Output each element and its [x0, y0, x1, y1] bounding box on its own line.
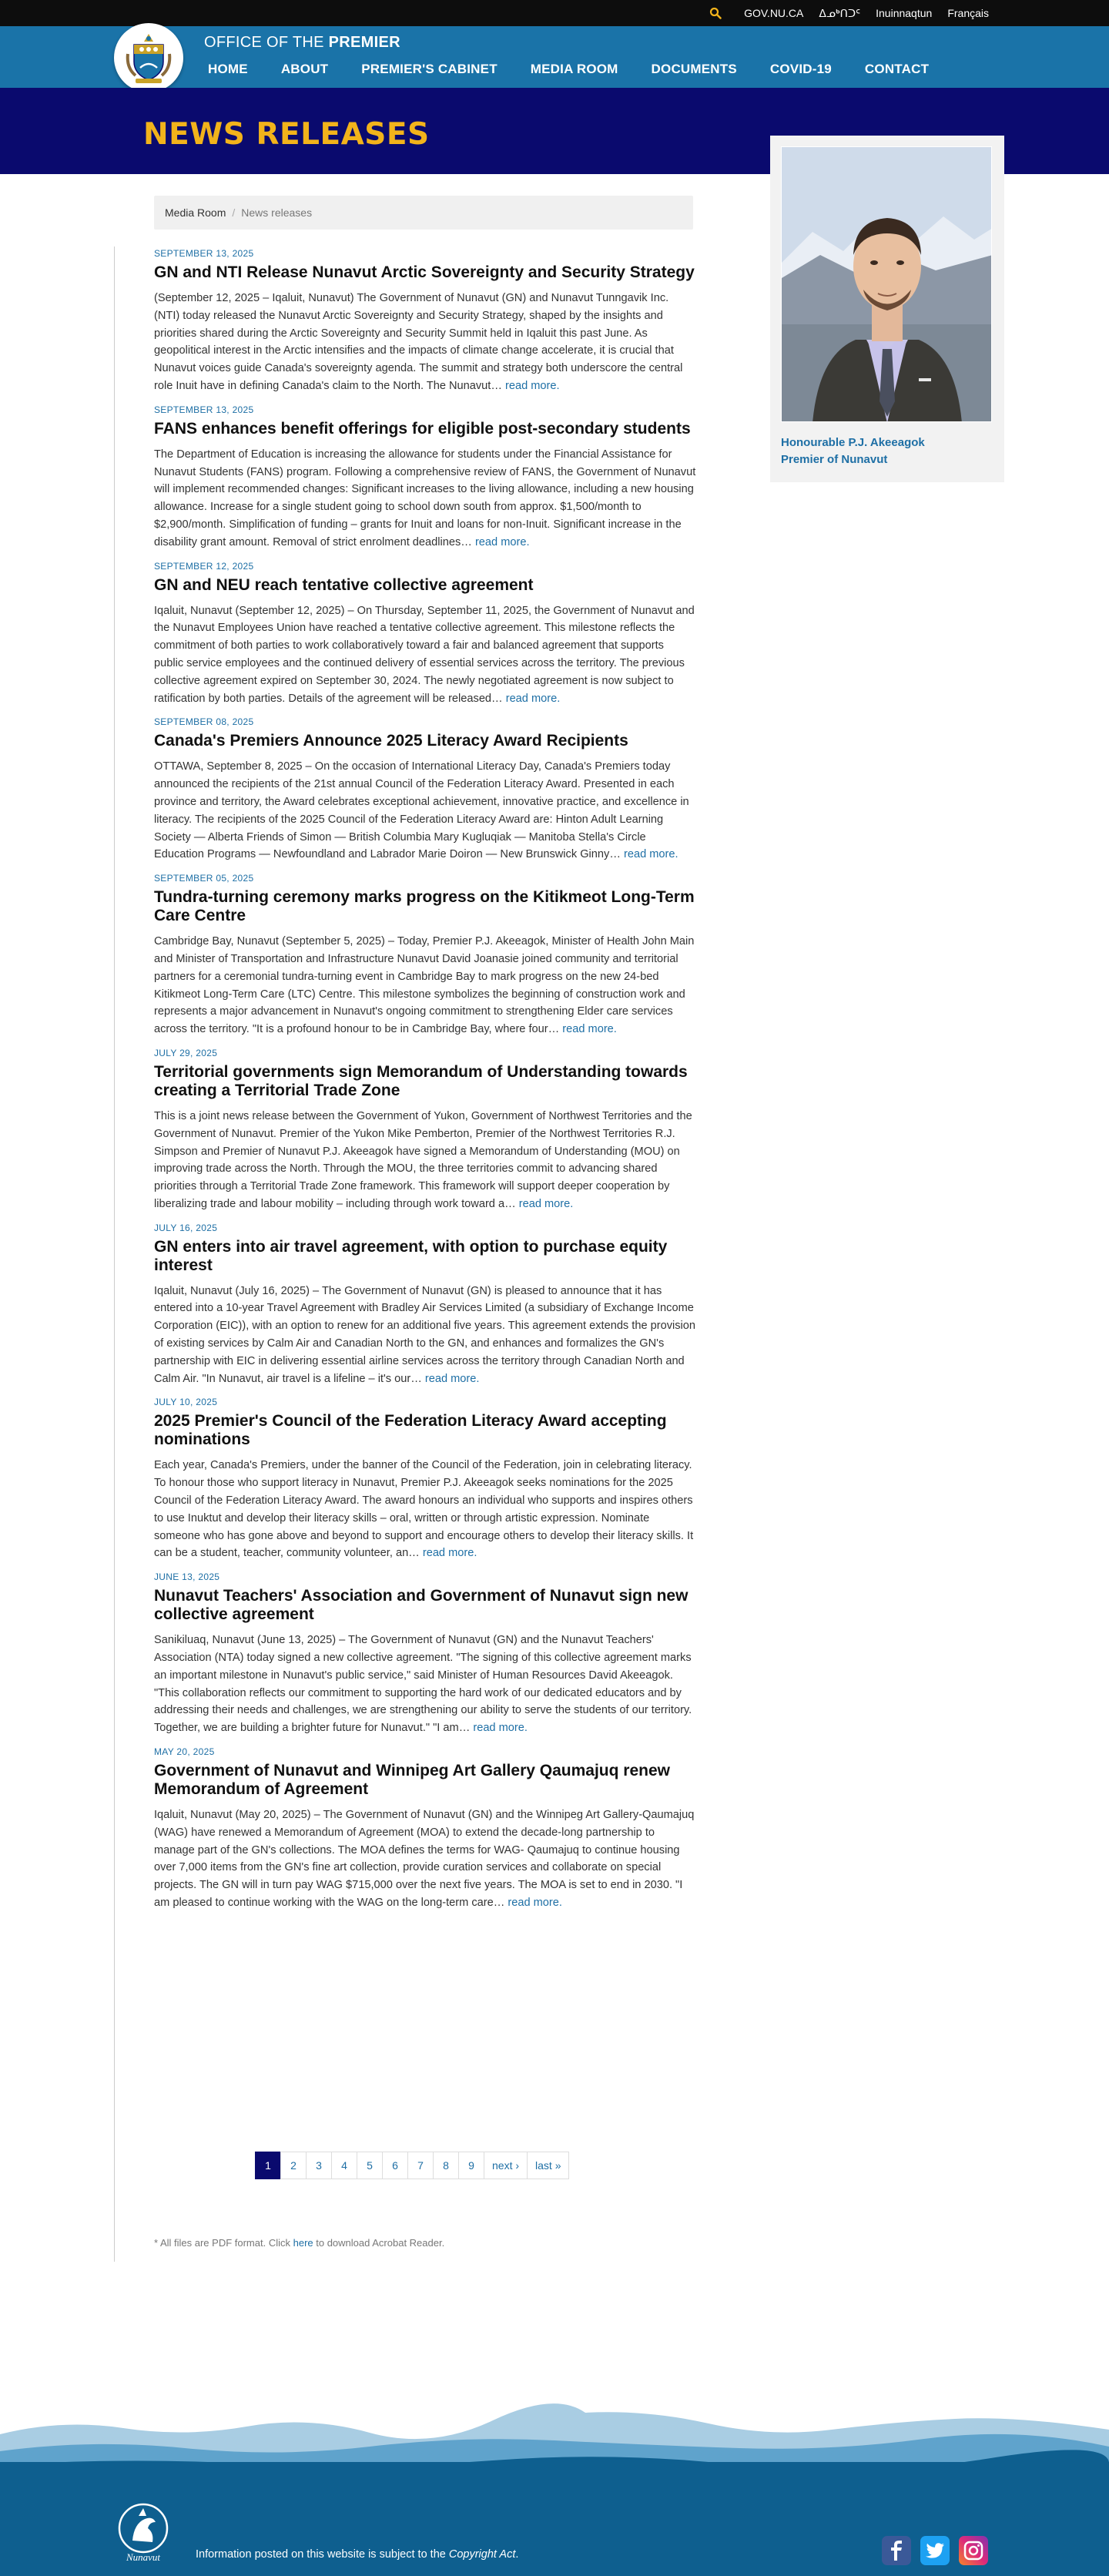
news-summary-text: Iqaluit, Nunavut (July 16, 2025) – The Government of Nunavut (GN) is pleased to announce that it has entered into a 10-year Travel Agreement with Bradley Air Services Limited (a subsidiary of Exchange Income Corporation (EIC)), with an option to renew for an additional five years. This agreement extends the provision of existing services by Calm Air and Canadian North to the GN, and enhances and formalizes the GN's partnership with EIC in delivering essential airline services across the territory through Canadian North and Calm Air. "In Nunavut, air travel is a lifeline – it's our…	[154, 1284, 696, 1385]
news-item	[154, 1048, 696, 1213]
facebook-icon[interactable]	[882, 2536, 911, 2565]
nav-contact[interactable]: CONTACT	[864, 62, 930, 76]
news-date: JULY 16, 2025	[154, 1222, 218, 1233]
news-date: SEPTEMBER 13, 2025	[154, 404, 254, 415]
news-title-link[interactable]: FANS enhances benefit offerings for eligible post-secondary students	[154, 419, 691, 438]
news-item	[154, 248, 696, 395]
pdf-footnote	[154, 2237, 444, 2249]
news-date: JULY 29, 2025	[154, 1047, 218, 1058]
news-summary-text: (September 12, 2025 – Iqaluit, Nunavut) The Government of Nunavut (GN) and Nunavut Tunngavik Inc. (NTI) today released the Nunavut Arctic Sovereignty and Security Strategy, shaped by the insights and priorities shared during the Arctic Sovereignty and Security Summit held in Iqaluit this past June. As geopolitical interest in the Arctic intensifies and the impacts of climate change accelerate, it is crucial that Nunavut voices guide Canada's sovereignty agenda. The summit and strategy both underscore the central role Inuit have in defining Canada's claim to the North. The Nunavut…	[154, 292, 683, 392]
page-2[interactable]: 2	[280, 2152, 307, 2179]
news-item	[154, 404, 696, 552]
news-title-link[interactable]: 2025 Premier's Council of the Federation Literacy Award accepting nominations	[154, 1412, 667, 1449]
site-title-prefix: OFFICE OF THE	[204, 34, 324, 51]
news-title-link[interactable]: Territorial governments sign Memorandum of Understanding towards creating a Territorial Trade Zone	[154, 1062, 688, 1099]
nav-home[interactable]: HOME	[208, 62, 248, 76]
news-title-link[interactable]: Government of Nunavut and Winnipeg Art Gallery Qaumajuq renew Memorandum of Agreement	[154, 1762, 670, 1799]
link-francais[interactable]: Français	[947, 7, 989, 19]
news-summary	[154, 1108, 696, 1213]
read-more-link[interactable]: read more.	[505, 379, 560, 392]
news-summary-text: Iqaluit, Nunavut (May 20, 2025) – The Government of Nunavut (GN) and the Winnipeg Art Gallery-Qaumajuq (WAG) have renewed a Memorandum of Agreement (MOA) to extend the decade-long partnership to manage part of the GN's collections. The MOA defines the terms for WAG- Qaumajuq to continue housing over 7,000 items from the GN's fine art collection, provide curation services and collaborate on special projects. The GN will in turn pay WAG $715,000 over the next five years. The MOA is set to end in 2030. "I am pleased to continue working with the WAG on the long-term care…	[154, 1809, 695, 1910]
link-gov-nu-ca[interactable]: GOV.NU.CA	[744, 7, 804, 19]
news-summary	[154, 758, 696, 864]
footnote-after: to download Acrobat Reader.	[313, 2237, 445, 2249]
news-summary-text: This is a joint news release between the Government of Yukon, Government of Northwest Territories and the Government of Nunavut. Premier of the Yukon Mike Pemberton, Premier of the Northwest Territories R.J. Simpson and Premier of Nunavut P.J. Akeeagok have signed a Memorandum of Understanding (MOU) on improving trade across the North. Through the MOU, the three territories commit to advancing shared priorities through a Territorial Trade Zone framework. This framework will support deeper cooperation by liberalizing trade and labour mobility – including through work toward a…	[154, 1109, 692, 1210]
site-footer	[0, 2462, 1109, 2576]
premier-name-link[interactable]	[781, 434, 993, 468]
gn-crest-logo[interactable]	[114, 23, 183, 92]
news-date: SEPTEMBER 05, 2025	[154, 873, 254, 884]
news-title-link[interactable]: Tundra-turning ceremony marks progress on the Kitikmeot Long-Term Care Centre	[154, 888, 695, 925]
news-date: SEPTEMBER 12, 2025	[154, 560, 254, 572]
page-title: NEWS RELEASES	[143, 117, 430, 152]
acrobat-download-link[interactable]: here	[293, 2237, 313, 2249]
twitter-icon[interactable]	[920, 2536, 950, 2565]
read-more-link[interactable]: read more.	[508, 1897, 562, 1910]
breadcrumb-media-room[interactable]: Media Room	[165, 206, 226, 219]
page-5[interactable]: 5	[357, 2152, 383, 2179]
utility-bar	[0, 0, 1109, 26]
premier-name: Honourable P.J. Akeeagok	[781, 436, 925, 449]
news-item	[154, 1223, 696, 1388]
news-item	[154, 873, 696, 1038]
link-inuktitut[interactable]: ᐃᓄᒃᑎᑐᑦ	[819, 6, 861, 19]
news-item	[154, 716, 696, 864]
news-summary-text: Cambridge Bay, Nunavut (September 5, 2025) – Today, Premier P.J. Akeeagok, Minister of Health John Main and Minister of Transportation and Infrastructure Nunavut David Joanasie joined community and territorial partners for a ceremonial tundra-turning event in Cambridge Bay to mark progress on the new 24-bed Kitikmeot Long-Term Care (LTC) Centre. This milestone symbolizes the beginning of construction work and represents a major advancement in Nunavut's ongoing commitment to strengthening Elder care services across the territory. "It is a profound honour to be in Cambridge Bay, where four…	[154, 935, 695, 1036]
news-summary	[154, 933, 696, 1038]
news-summary-text: Each year, Canada's Premiers, under the banner of the Council of the Federation, join in celebrating literacy. To honour those who support literacy in Nunavut, Premier P.J. Akeeagok seeks nominations for the 2025 Council of the Federation Literacy Award. The award honours an individual who supports and inspires others to use Inuktut and develop their literacy skills – oral, written or through artistic expression. Nominate someone who has gone above and beyond to support and encourage others to develop their literacy skills. It can be a student, teacher, community volunteer, an…	[154, 1459, 694, 1560]
news-date: SEPTEMBER 13, 2025	[154, 248, 254, 259]
page-7[interactable]: 7	[407, 2152, 434, 2179]
site-title[interactable]	[204, 34, 400, 52]
site-header	[0, 26, 1109, 88]
premier-profile-card	[770, 136, 1004, 482]
read-more-link[interactable]: read more.	[505, 692, 561, 705]
nav-covid-19[interactable]: COVID-19	[769, 62, 832, 76]
news-date: SEPTEMBER 08, 2025	[154, 716, 254, 728]
site-title-bold: PREMIER	[328, 34, 400, 51]
premier-role: Premier of Nunavut	[781, 453, 888, 466]
footer-logo-word: Nunavut	[126, 2551, 161, 2563]
breadcrumb	[154, 196, 693, 230]
read-more-link[interactable]: read more.	[474, 535, 530, 548]
instagram-icon[interactable]	[959, 2536, 988, 2565]
breadcrumb-current: News releases	[241, 206, 313, 219]
news-date: JUNE 13, 2025	[154, 1571, 220, 1583]
news-summary-text: The Department of Education is increasing the allowance for students under the Financial Assistance for Nunavut Students (FANS) program. Following a comprehensive review of FANS, the Government of Nunavut will implement recommended changes: Significant increases to the living allowance, including a new housing allowance. Increase for a single student going to school down south from approx. $1,500/month to $2,900/month. Simplification of funding – grants for Inuit and loans for non-Inuit. Significant increase in the disability grant amount. Removal of strict enrolment deadlines…	[154, 448, 696, 548]
nav-about[interactable]: ABOUT	[280, 62, 329, 76]
news-title-link[interactable]: GN and NEU reach tentative collective agreement	[154, 575, 534, 594]
page-last[interactable]: last »	[527, 2152, 569, 2179]
read-more-link[interactable]: read more.	[518, 1197, 574, 1210]
premier-portrait	[781, 146, 992, 422]
nunavut-footer-logo[interactable]	[116, 2502, 171, 2565]
news-summary	[154, 1457, 696, 1562]
nav-documents[interactable]: DOCUMENTS	[651, 62, 737, 76]
news-list	[154, 248, 696, 1921]
copyright-act-text: Copyright Act	[448, 2548, 516, 2561]
page-next[interactable]: next ›	[484, 2152, 528, 2179]
news-date: MAY 20, 2025	[154, 1746, 215, 1758]
read-more-link[interactable]: read more.	[473, 1722, 528, 1735]
news-title-link[interactable]: Canada's Premiers Announce 2025 Literacy Award Recipients	[154, 732, 628, 750]
pagination	[256, 2152, 569, 2179]
news-item	[154, 1397, 696, 1562]
news-title-link[interactable]: Nunavut Teachers' Association and Government of Nunavut sign new collective agreement	[154, 1587, 689, 1624]
news-date: JULY 10, 2025	[154, 1397, 218, 1408]
read-more-link[interactable]: read more.	[562, 1023, 617, 1036]
news-summary	[154, 1283, 696, 1388]
nav-media-room[interactable]: MEDIA ROOM	[530, 62, 618, 76]
page-1[interactable]: 1	[255, 2152, 281, 2179]
news-summary	[154, 290, 696, 395]
read-more-link[interactable]: read more.	[422, 1547, 477, 1560]
news-summary	[154, 446, 696, 552]
news-summary-text: OTTAWA, September 8, 2025 – On the occasion of International Literacy Day, Canada's Premiers today announced the recipients of the 21st annual Council of the Federation Literacy Award. Presented in each province and territory, the Award celebrates exceptional achievement, innovative practice, and excellence in literacy. The recipients of the 2025 Council of the Federation Literacy Award are: Hinton Adult Learning Society — Alberta Friends of Simon — British Columbia Mary Kugluqiak — Manitoba Stella's Circle Education Programs — Newfoundland and Labrador Marie Doiron — New Brunswick Ginny…	[154, 760, 689, 861]
breadcrumb-separator: /	[232, 206, 236, 219]
read-more-link[interactable]: read more.	[424, 1372, 480, 1385]
footer-text-after: .	[515, 2548, 519, 2561]
search-icon[interactable]	[709, 6, 722, 20]
news-item	[154, 1571, 696, 1737]
page-4[interactable]: 4	[331, 2152, 357, 2179]
news-summary-text: Sanikiluaq, Nunavut (June 13, 2025) – The Government of Nunavut (GN) and the Nunavut Teachers' Association (NTA) today signed a new collective agreement. "The signing of this collective agreement marks an important milestone in Nunavut's public service," said Minister of Human Resources David Akeeagok. "This collaboration reflects our commitment to supporting the hard work of our dedicated educators and by addressing their needs and challenges, we are strengthening our ability to serve the students of our territory. Together, we are building a brighter future for Nunavut." "I am…	[154, 1634, 692, 1735]
news-title-link[interactable]: GN enters into air travel agreement, with option to purchase equity interest	[154, 1237, 668, 1274]
main-nav	[208, 62, 962, 77]
footer-copyright-text	[196, 2548, 518, 2561]
news-summary	[154, 602, 696, 708]
news-summary-text: Iqaluit, Nunavut (September 12, 2025) – On Thursday, September 11, 2025, the Government of Nunavut and the Nunavut Employees Union have reached a tentative collective agreement. This milestone reflects the commitment of both parties to work collaboratively toward a fair and balanced agreement that supports public service employees and the continued delivery of essential services across the territory. The previous collective agreement expired on September 30, 2024. The newly negotiated agreement is now subject to ratification by both parties. Details of the agreement will be released…	[154, 604, 695, 705]
news-summary	[154, 1806, 696, 1912]
footnote-before: * All files are PDF format. Click	[154, 2237, 293, 2249]
read-more-link[interactable]: read more.	[623, 848, 678, 861]
page-9[interactable]: 9	[458, 2152, 484, 2179]
link-inuinnaqtun[interactable]: Inuinnaqtun	[876, 7, 933, 19]
nav-premiers-cabinet[interactable]: PREMIER'S CABINET	[361, 62, 498, 76]
news-title-link[interactable]: GN and NTI Release Nunavut Arctic Sovereignty and Security Strategy	[154, 263, 695, 281]
news-item	[154, 1746, 696, 1912]
page-3[interactable]: 3	[306, 2152, 332, 2179]
news-summary	[154, 1632, 696, 1737]
page-8[interactable]: 8	[433, 2152, 459, 2179]
footer-text-before: Information posted on this website is subject to the	[196, 2548, 449, 2561]
news-item	[154, 561, 696, 708]
page-6[interactable]: 6	[382, 2152, 408, 2179]
